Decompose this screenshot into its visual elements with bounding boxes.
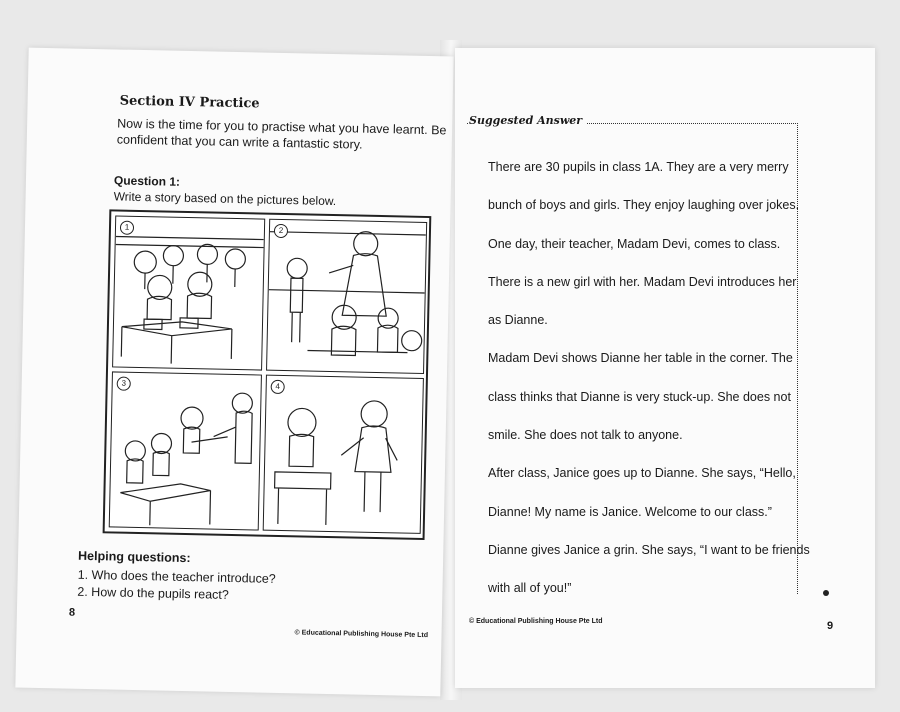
pupils-at-desks-illustration: [110, 372, 261, 529]
panel-number-3: 3: [117, 377, 131, 391]
copyright-notice: © Educational Publishing House Pte Ltd: [469, 618, 603, 625]
picture-panel-4: [263, 375, 424, 534]
intro-text: Now is the time for you to practise what you have learnt. Be confident that you can write a fantastic story.: [116, 116, 447, 152]
janice-greets-dianne-illustration: [264, 376, 423, 533]
question-text: Write a story based on the pictures below.: [113, 189, 337, 209]
answer-paragraph: One day, their teacher, Madam Devi, comes to class. There is a new girl with her. Madam Devi introduces her as Dianne.: [488, 236, 797, 328]
helping-question-item: 2. How do the pupils react?: [77, 584, 229, 602]
helping-question-item: 1. Who does the teacher introduce?: [77, 567, 276, 586]
panel-number-4: 4: [271, 380, 285, 394]
page-number: 9: [827, 620, 834, 632]
copyright-notice: © Educational Publishing House Pte Ltd: [294, 629, 429, 640]
panel-number-1: 1: [120, 221, 134, 235]
suggested-answer-text: [468, 148, 813, 608]
answer-paragraph: After class, Janice goes up to Dianne. She says, “Hello, Dianne! My name is Janice. Welcome to our class.” Dianne gives Janice a grin. She says, “I want to be friends with all of you!”: [488, 466, 810, 596]
panel-number-2: 2: [274, 224, 288, 238]
picture-panel-3: [109, 371, 262, 530]
answer-paragraph: There are 30 pupils in class 1A. They are a very merry bunch of boys and girls. They enjoy laughing over jokes.: [488, 160, 800, 213]
left-page: [15, 48, 453, 697]
teacher-introduces-girl-illustration: [267, 220, 426, 373]
page-number: 8: [68, 606, 76, 619]
question-label: Question 1:: [113, 173, 181, 189]
picture-panel-2: [266, 219, 427, 374]
picture-panel-grid: [103, 209, 432, 540]
answer-box-end-dot: [823, 590, 829, 596]
section-title: Section IV Practice: [119, 93, 260, 112]
answer-paragraph: Madam Devi shows Dianne her table in the corner. The class thinks that Dianne is very stuck-up. She does not smile. She does not talk to anyone.: [488, 351, 793, 443]
helping-questions-title: Helping questions:: [77, 548, 191, 566]
classroom-pupils-illustration: [113, 216, 264, 369]
right-page: [455, 48, 875, 688]
helping-questions-list: [77, 567, 276, 605]
picture-panel-1: [112, 215, 265, 370]
suggested-answer-title: Suggested Answer: [469, 114, 586, 127]
